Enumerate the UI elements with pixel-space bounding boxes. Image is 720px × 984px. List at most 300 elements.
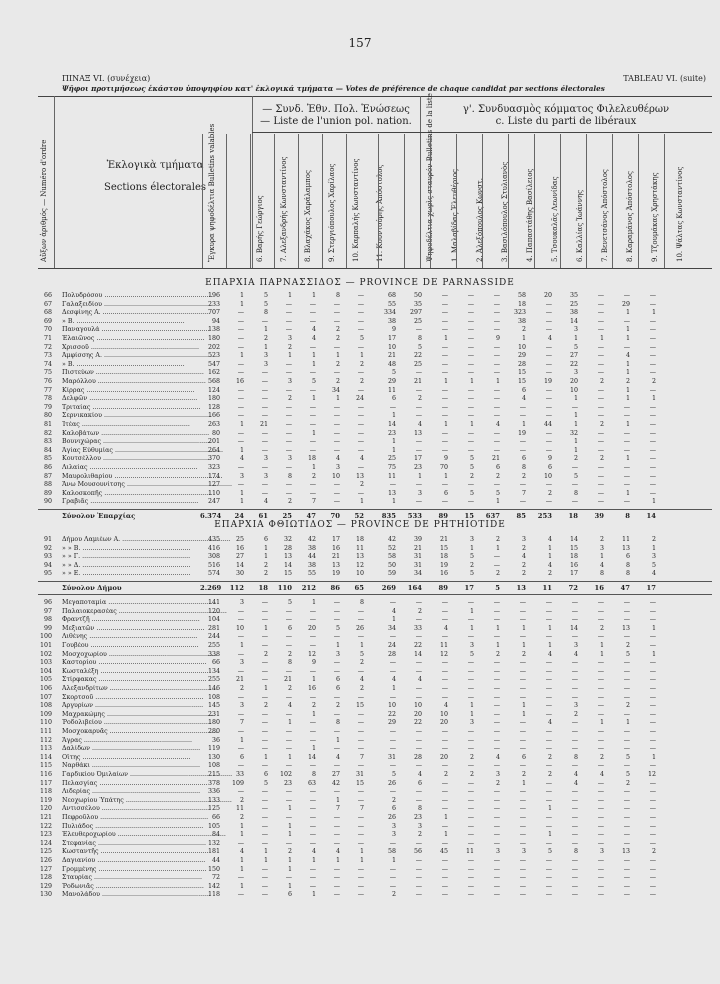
cell-value: — [493, 403, 500, 411]
cell-value: 16 [235, 378, 244, 385]
cell-value: 5 [625, 771, 630, 778]
cell-value: 18 [258, 584, 268, 592]
row-number: 105 [39, 676, 52, 684]
cell-value: — [357, 891, 364, 899]
col-sep [202, 134, 203, 268]
cell-value: — [309, 438, 316, 446]
cell-value: — [357, 693, 364, 701]
table-row [38, 874, 712, 883]
col-sep [664, 134, 665, 268]
table-row [38, 412, 712, 421]
cell-value: 3 [599, 544, 604, 552]
cell-value: — [571, 796, 578, 804]
cell-value: 3 [239, 702, 244, 710]
cell-value: 6 [335, 676, 340, 684]
cell-value: 1 [263, 848, 268, 856]
cell-value: — [237, 438, 244, 446]
cell-value: 247 [207, 498, 220, 506]
cell-value: — [237, 360, 244, 368]
cell-value: — [649, 369, 656, 377]
cell-value: 4 [239, 848, 244, 856]
cell-value: 63 [307, 779, 316, 787]
cell-value: 2 [417, 831, 422, 839]
cell-value: 38 [307, 561, 316, 569]
cell-value: — [649, 438, 656, 446]
row-number: 108 [39, 702, 52, 710]
cell-value: — [493, 386, 500, 394]
cell-value: 1 [311, 429, 316, 437]
cell-value: — [357, 865, 364, 873]
group2-title: γ'. Συνδυασμὸς κόμματος Φιλελευθέρων [462, 104, 670, 115]
cell-value: 7 [521, 489, 526, 497]
cell-value: — [261, 736, 268, 744]
cell-value: — [519, 481, 526, 489]
group2-title-fr: c. Liste du parti de libéraux [495, 116, 637, 127]
cell-value: 26 [387, 779, 396, 787]
cell-value: — [261, 891, 268, 899]
cell-value: — [441, 633, 448, 641]
cell-value: 28 [283, 544, 292, 552]
cell-value: 16 [569, 561, 578, 569]
cell-value: — [597, 839, 604, 847]
table-row [38, 361, 712, 370]
cell-value: — [333, 616, 340, 624]
cell-value: — [545, 412, 552, 420]
cell-value: — [309, 874, 316, 882]
section-name: » » Γ. ..... [62, 553, 232, 562]
section-name: Λιθένης ..... [62, 633, 232, 642]
cell-value: 17 [331, 536, 340, 543]
cell-value: — [545, 865, 552, 873]
cell-value: 4 [495, 753, 500, 761]
cell-value: 4 [391, 607, 396, 615]
cell-value: — [649, 874, 656, 882]
cell-value: — [467, 429, 474, 437]
cell-value: 1 [521, 642, 526, 649]
cell-value: 32 [283, 536, 292, 543]
cell-value: — [441, 736, 448, 744]
table-row [38, 831, 712, 840]
cell-value: — [493, 831, 500, 839]
cell-value: 1 [625, 335, 630, 342]
cell-value: 1 [263, 544, 268, 552]
cell-value: — [309, 616, 316, 624]
cell-value: 19 [517, 429, 526, 437]
cell-value: — [649, 719, 656, 727]
cell-value: 19 [543, 378, 552, 385]
cell-value: 174 [207, 472, 220, 480]
cell-value: — [467, 685, 474, 692]
cell-value: — [493, 300, 500, 308]
cell-value: — [415, 882, 422, 890]
cell-value: — [545, 891, 552, 899]
cell-value: — [285, 607, 292, 615]
cell-value: — [597, 616, 604, 624]
row-number: 95 [43, 570, 52, 578]
cell-value: — [389, 874, 396, 882]
cell-value: — [571, 891, 578, 899]
cell-value: — [649, 633, 656, 641]
cell-value: — [261, 599, 268, 606]
cell-value: 3 [573, 369, 578, 377]
cell-value: — [237, 728, 244, 735]
cell-value: — [623, 599, 630, 606]
cell-value: — [597, 607, 604, 615]
cell-value: 23 [413, 814, 422, 821]
row-number: 103 [39, 659, 52, 667]
group-rule [252, 132, 712, 133]
table-row [38, 545, 712, 554]
cell-value: — [545, 360, 552, 368]
row-number: 117 [39, 779, 52, 787]
section-name: Ῥοδωνιᾶς ..... [62, 883, 232, 892]
cell-value: — [623, 796, 630, 804]
cell-value: 18 [569, 553, 578, 561]
cell-value: 3 [335, 650, 340, 658]
cell-value: 3 [239, 472, 244, 480]
cell-value: — [357, 412, 364, 420]
cell-value: — [357, 633, 364, 641]
cell-value: — [649, 822, 656, 830]
cell-value: 5 [469, 553, 474, 561]
cell-value: — [285, 710, 292, 718]
row-number: 83 [43, 438, 52, 446]
cell-value: 11 [542, 584, 552, 592]
cell-value: 8 [573, 848, 578, 856]
cell-value: 6 [239, 753, 244, 761]
cell-value: — [649, 616, 656, 624]
cell-value: 3 [469, 536, 474, 543]
row-number: 125 [39, 848, 52, 856]
cell-value: — [441, 429, 448, 437]
cell-value: 1 [239, 352, 244, 360]
row-number: 115 [39, 762, 52, 770]
cell-value: — [519, 822, 526, 830]
cell-value: 416 [207, 544, 220, 552]
cell-value: — [597, 481, 604, 489]
cell-value: — [571, 481, 578, 489]
cell-value: — [415, 736, 422, 744]
cell-value: 5 [625, 753, 630, 761]
cell-value: 8 [625, 561, 630, 569]
table-row [38, 562, 712, 571]
cell-value: — [467, 599, 474, 606]
cell-value: — [415, 403, 422, 411]
cell-value: 1 [599, 642, 604, 649]
cell-value: 89 [438, 512, 448, 520]
cell-value: 3 [573, 326, 578, 334]
table-row [38, 369, 712, 378]
cell-value: — [649, 745, 656, 753]
cell-value: — [357, 386, 364, 394]
cell-value: — [519, 616, 526, 624]
cell-value: — [441, 343, 448, 351]
cell-value: 68 [387, 292, 396, 299]
cell-value: 39 [413, 536, 422, 543]
cell-value: 1 [651, 395, 656, 403]
cell-value: — [261, 489, 268, 497]
cell-value: 11 [439, 642, 448, 649]
cell-value: 1 [625, 395, 630, 403]
cell-value: — [545, 702, 552, 710]
cell-value: 2 [391, 891, 396, 899]
column-header: 10. Ψάλτας Κωνσταντίνος [676, 166, 684, 262]
cell-value: — [285, 762, 292, 770]
table-row [38, 685, 712, 694]
cell-value: 3 [263, 360, 268, 368]
column-header: Ἔγκυρα ψηφοδέλτια Bulletins valables [208, 123, 216, 262]
cell-value: — [309, 693, 316, 701]
section-name: Δήμου Λαμιέων Α. ..... [62, 536, 232, 545]
cell-value: 1 [469, 710, 474, 718]
cell-value: 8 [287, 659, 292, 667]
cell-value: — [571, 599, 578, 606]
cell-value: 31 [387, 753, 396, 761]
cell-value: 1 [287, 753, 292, 761]
cell-value: — [309, 814, 316, 821]
cell-value: 2 [599, 536, 604, 543]
cell-value: — [649, 839, 656, 847]
cell-value: — [261, 481, 268, 489]
cell-value: — [571, 728, 578, 735]
cell-value: — [357, 343, 364, 351]
cell-value: — [309, 300, 316, 308]
cell-value: — [467, 659, 474, 667]
cell-value: 13 [387, 489, 396, 497]
cell-value: — [333, 438, 340, 446]
cell-value: — [493, 702, 500, 710]
table-row [38, 608, 712, 617]
cell-value: 42 [331, 779, 340, 787]
cell-value: 6 [263, 771, 268, 778]
cell-value: 47 [620, 584, 630, 592]
table-row [38, 866, 712, 875]
cell-value: — [309, 822, 316, 830]
cell-value: 2 [239, 814, 244, 821]
cell-value: — [309, 446, 316, 454]
row-number: 129 [39, 882, 52, 890]
cell-value: — [571, 464, 578, 471]
cell-value: — [519, 659, 526, 667]
cell-value: 44 [543, 421, 552, 428]
column-header: 7. Βενετσάνος Ἀπόστολος [601, 169, 609, 262]
cell-value: — [649, 343, 656, 351]
cell-value: — [285, 386, 292, 394]
cell-value: 263 [207, 421, 220, 428]
cell-value: — [389, 882, 396, 890]
cell-value: — [441, 745, 448, 753]
section-name: Σερνικακίου ..... [62, 412, 232, 421]
cell-value: — [309, 882, 316, 890]
cell-value: 3 [417, 489, 422, 497]
section-name: Δεσφίνης Α. ..... [62, 309, 232, 318]
section-name: Μεγαποταμία ..... [62, 599, 232, 608]
province1-title: ΕΠΑΡΧΙΑ ΠΑΡΝΑΣΣΙΔΟΣ — PROVINCE DE PARNASSIDE [205, 278, 515, 288]
cell-value: — [545, 693, 552, 701]
cell-value: — [519, 745, 526, 753]
cell-value: 2 [391, 796, 396, 804]
cell-value: 2 [625, 642, 630, 649]
row-number: 120 [39, 805, 52, 813]
section-name: Ἰτέας ..... [62, 421, 232, 430]
cell-value: — [519, 788, 526, 796]
cell-value: 72 [568, 584, 578, 592]
cell-value: — [623, 472, 630, 480]
cell-value: 13 [413, 429, 422, 437]
cell-value: 3 [239, 599, 244, 606]
cell-value: 1 [287, 857, 292, 864]
cell-value: — [571, 857, 578, 864]
cell-value: — [261, 693, 268, 701]
cell-value: 1 [495, 378, 500, 385]
cell-value: 2 [547, 570, 552, 578]
cell-value: — [415, 481, 422, 489]
cell-value: — [519, 607, 526, 615]
cell-value: — [261, 642, 268, 649]
cell-value: 134 [207, 667, 220, 675]
column-header: 11. Κουντούρης Ἀπόστολος [376, 164, 384, 262]
table-row [38, 797, 712, 806]
section-name: Μανολάδου ..... [62, 891, 232, 900]
cell-value: 5 [573, 343, 578, 351]
table-row [38, 625, 712, 634]
cell-value: 66 [211, 659, 220, 667]
cell-value: — [649, 779, 656, 787]
cell-value: 2 [651, 536, 656, 543]
cell-value: 58 [387, 553, 396, 561]
cell-value: — [493, 343, 500, 351]
cell-value: — [309, 403, 316, 411]
cell-value: 3 [263, 352, 268, 360]
cell-value: — [545, 403, 552, 411]
cell-value: — [493, 874, 500, 882]
cell-value: — [493, 369, 500, 377]
cell-value: — [545, 874, 552, 882]
cell-value: 9 [547, 455, 552, 463]
cell-value: 16 [307, 685, 316, 692]
cell-value: 3 [417, 822, 422, 830]
cell-value: — [389, 633, 396, 641]
cell-value: — [545, 395, 552, 403]
cell-value: 5 [573, 472, 578, 480]
cell-value: 1 [443, 378, 448, 385]
cell-value: 14 [235, 561, 244, 569]
cell-value: — [333, 343, 340, 351]
cell-value: — [597, 429, 604, 437]
cell-value: — [467, 360, 474, 368]
row-number: 94 [43, 561, 52, 569]
cell-value: — [285, 839, 292, 847]
cell-value: 533 [407, 512, 422, 520]
cell-value: 15 [464, 512, 474, 520]
cell-value: 1 [573, 395, 578, 403]
cell-value: — [545, 814, 552, 821]
cell-value: 8 [359, 599, 364, 606]
total-rule [38, 594, 712, 595]
cell-value: 1 [311, 360, 316, 368]
section-name: Γουβέου ..... [62, 642, 232, 651]
cell-value: — [333, 633, 340, 641]
cell-value: — [597, 857, 604, 864]
cell-value: 2 [263, 702, 268, 710]
table-row [38, 659, 712, 668]
cell-value: 13 [621, 624, 630, 632]
cell-value: 1 [239, 498, 244, 506]
cell-value: 5 [263, 779, 268, 787]
cell-value: 3 [391, 831, 396, 839]
cell-value: — [623, 438, 630, 446]
cell-value: 2 [625, 378, 630, 385]
cell-value: 281 [207, 624, 220, 632]
cell-value: — [333, 659, 340, 667]
cell-value: — [309, 865, 316, 873]
cell-value: — [237, 745, 244, 753]
cell-value: — [597, 659, 604, 667]
cell-value: — [261, 403, 268, 411]
cell-value: 6 [391, 805, 396, 813]
cell-value: — [441, 676, 448, 684]
cell-value: — [441, 891, 448, 899]
cell-value: — [309, 642, 316, 649]
cell-value: — [649, 814, 656, 821]
cell-value: 133 [207, 796, 220, 804]
cell-value: — [493, 352, 500, 360]
section-name: Πεφροῦλου ..... [62, 814, 232, 823]
cell-value: — [333, 498, 340, 506]
col-sep [250, 134, 251, 268]
cell-value: 75 [387, 464, 396, 471]
col-sep [226, 134, 227, 268]
section-name: » » Β. ..... [62, 545, 232, 554]
cell-value: 2 [495, 570, 500, 578]
cell-value: 27 [235, 553, 244, 561]
section-name: Σκορτσοῦ ..... [62, 694, 232, 703]
cell-value: 141 [207, 599, 220, 606]
cell-value: 233 [207, 300, 220, 308]
cell-value: — [237, 403, 244, 411]
section-name: Φραντζῆ ..... [62, 616, 232, 625]
cell-value: — [441, 607, 448, 615]
cell-value: 707 [207, 309, 220, 317]
cell-value: — [357, 882, 364, 890]
cell-value: 264 [207, 446, 220, 454]
cell-value: — [333, 693, 340, 701]
cell-value: 11 [621, 536, 630, 543]
cell-value: 48 [387, 360, 396, 368]
cell-value: — [389, 865, 396, 873]
cell-value: — [519, 412, 526, 420]
cell-value: — [261, 412, 268, 420]
cell-value: — [519, 667, 526, 675]
table-row [38, 857, 712, 866]
column-header: 4. Παπαστάθης Βασίλειος [526, 168, 534, 262]
cell-value: 8 [599, 570, 604, 578]
cell-value: — [571, 719, 578, 727]
cell-value: — [649, 676, 656, 684]
cell-value: 29 [621, 300, 630, 308]
table-row [38, 840, 712, 849]
cell-value: — [467, 446, 474, 454]
cell-value: 6 [287, 624, 292, 632]
section-name: Κουτσέλλου ..... [62, 455, 232, 464]
cell-value: — [545, 438, 552, 446]
cell-value: — [545, 369, 552, 377]
cell-value: 244 [207, 633, 220, 641]
cell-value: 1 [311, 676, 316, 684]
cell-value: — [415, 685, 422, 692]
section-name: Γαλαξειδίου ..... [62, 301, 232, 310]
cell-value: 38 [569, 309, 578, 317]
